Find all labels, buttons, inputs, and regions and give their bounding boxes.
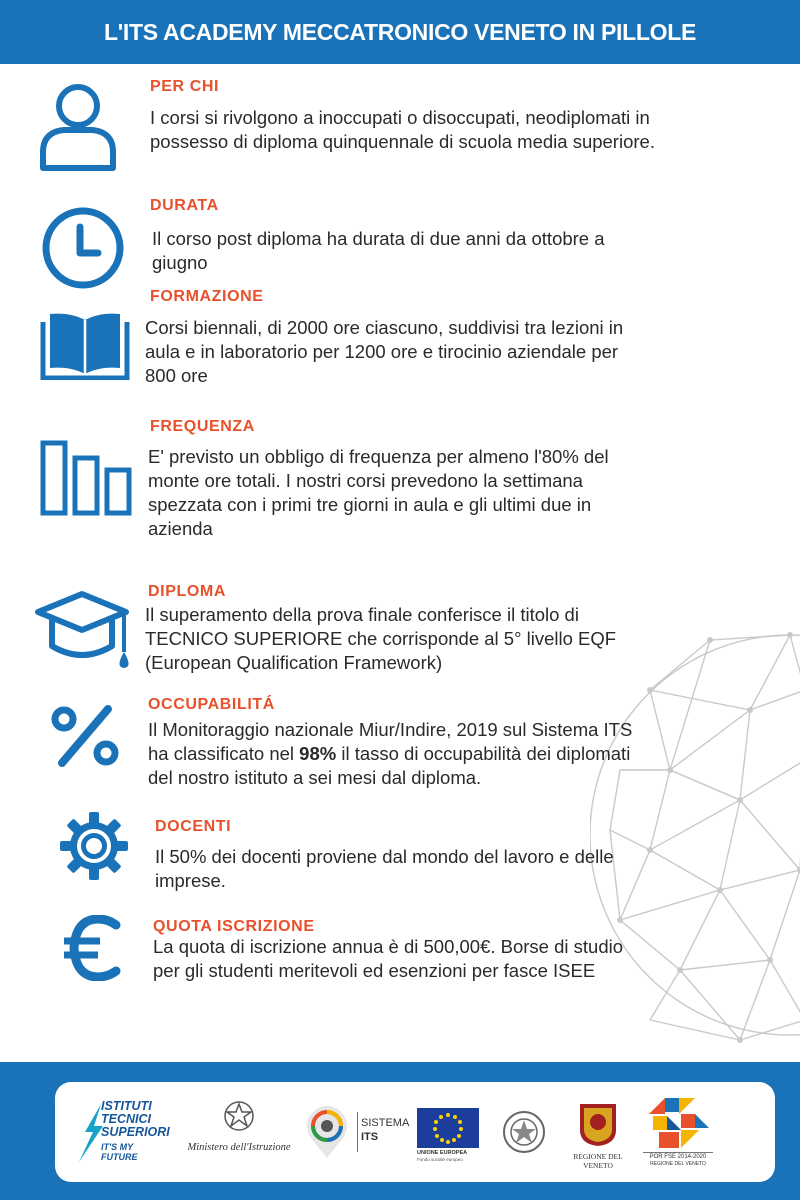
section-text: Il 50% dei docenti proviene dal mondo del lavoro e delle imprese. <box>155 846 614 891</box>
section-title: DURATA <box>150 197 219 214</box>
lion-shield-icon <box>578 1102 618 1148</box>
gear-icon <box>58 810 130 882</box>
eu-logo: UNIONE EUROPEA Fondo sociale europeo <box>417 1108 479 1166</box>
repubblica-emblem-icon <box>500 1106 548 1158</box>
section-text: Il corso post diploma ha durata di due anni da ottobre a giugno <box>152 228 605 273</box>
section-text: E' previsto un obbligo di frequenza per almeno l'80% del monte ore totali. I nostri corsi prevedono la settimana spezzata con i primi tre giorni in aula e gli ultimi due in azienda <box>148 446 609 539</box>
ministero-logo: Ministero dell'Istruzione <box>180 1096 298 1170</box>
page-title: L'ITS ACADEMY MECCATRONICO VENETO IN PILLOLE <box>104 18 696 45</box>
section-title: DIPLOMA <box>148 583 226 600</box>
section-title: QUOTA ISCRIZIONE <box>153 918 315 935</box>
regione-veneto-logo: REGIONE DEL VENETO <box>561 1102 635 1172</box>
euro-icon <box>62 915 124 981</box>
pin-icon <box>303 1104 351 1160</box>
percent-icon <box>50 705 122 767</box>
emblem-icon <box>222 1098 256 1134</box>
sistema-its-logo: SISTEMA ITS <box>303 1102 415 1162</box>
book-icon <box>40 308 130 380</box>
section-text: La quota di iscrizione annua è di 500,00€. Borse di studio per gli studenti meritevoli ed esenzioni per fasce ISEE <box>153 936 624 981</box>
graduation-cap-icon <box>34 590 132 672</box>
clock-icon <box>40 205 126 291</box>
section-title: OCCUPABILITÁ <box>148 696 275 713</box>
its-logo: ISTITUTI TECNICI SUPERIORI IT'S MY FUTURE <box>77 1100 169 1166</box>
por-fse-icon <box>645 1094 711 1150</box>
section-title: FREQUENZA <box>150 418 255 435</box>
person-icon <box>38 80 118 172</box>
section-text: Corsi biennali, di 2000 ore ciascuno, suddivisi tra lezioni in aula e in laboratorio per 1200 ore e tirocinio aziendale per 800 ore <box>145 317 624 386</box>
por-fse-logo: POR FSE 2014-2020 REGIONE DEL VENETO <box>643 1094 713 1174</box>
section-text: Il Monitoraggio nazionale Miur/Indire, 2019 sul Sistema ITS ha classificato nel 98% il tasso di occupabilità dei diplomati del nostro istituto a sei mesi dal diploma. <box>148 719 633 788</box>
eu-flag-icon <box>417 1108 479 1148</box>
section-title: DOCENTI <box>155 818 232 835</box>
footer <box>0 1062 800 1200</box>
section-text: Il superamento della prova finale conferisce il titolo di TECNICO SUPERIORE che corrisponde al 5° livello EQF (European Qualification Framework) <box>145 604 617 673</box>
bar-chart-icon <box>40 440 132 516</box>
logo-strip <box>55 1082 775 1182</box>
page-header <box>0 0 800 64</box>
section-title: FORMAZIONE <box>150 288 264 305</box>
section-text: I corsi si rivolgono a inoccupati o disoccupati, neodiplomati in possesso di diploma quinquennale di scuola media superiore. <box>150 107 655 152</box>
section-title: PER CHI <box>150 78 220 95</box>
highlight-percentage: 98% <box>299 743 337 764</box>
